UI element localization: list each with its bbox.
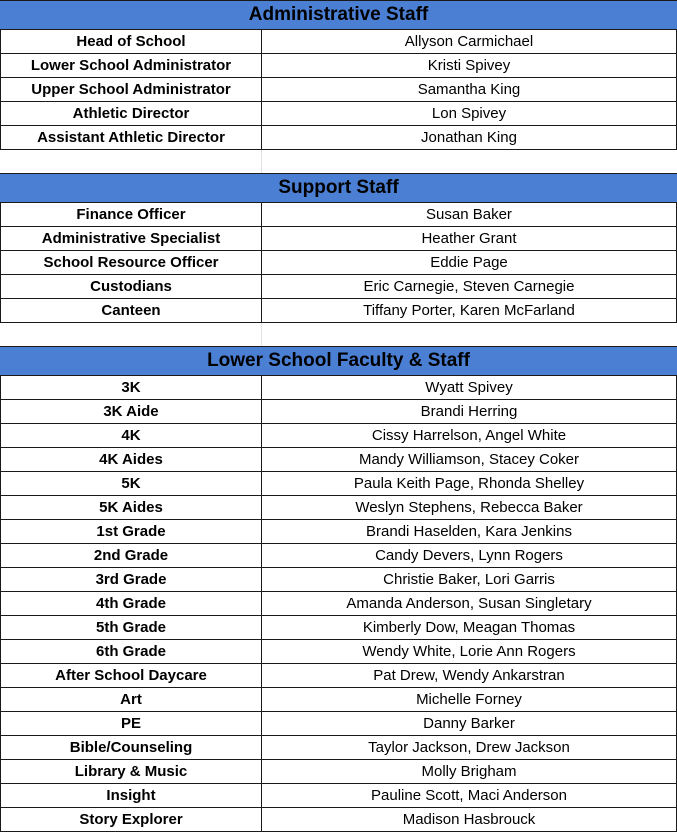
role-cell[interactable]: Finance Officer [0,203,262,226]
table-row [0,664,677,688]
name-cell[interactable]: Michelle Forney [262,688,677,711]
name-cell[interactable]: Danny Barker [262,712,677,735]
name-cell[interactable]: Paula Keith Page, Rhonda Shelley [262,472,677,495]
role-cell[interactable]: School Resource Officer [0,251,262,274]
table-row [0,251,677,275]
role-cell[interactable]: Lower School Administrator [0,54,262,77]
role-cell[interactable]: Administrative Specialist [0,227,262,250]
name-cell[interactable]: Pauline Scott, Maci Anderson [262,784,677,807]
role-cell[interactable]: 2nd Grade [0,544,262,567]
name-cell[interactable]: Allyson Carmichael [262,30,677,53]
role-cell[interactable]: Insight [0,784,262,807]
table-row [0,568,677,592]
name-cell[interactable]: Candy Devers, Lynn Rogers [262,544,677,567]
table-row [0,227,677,251]
role-cell[interactable]: PE [0,712,262,735]
role-cell[interactable]: 5K Aides [0,496,262,519]
name-cell[interactable]: Mandy Williamson, Stacey Coker [262,448,677,471]
role-cell[interactable]: 5K [0,472,262,495]
table-row [0,808,677,832]
name-cell[interactable]: Taylor Jackson, Drew Jackson [262,736,677,759]
role-cell[interactable]: Athletic Director [0,102,262,125]
role-cell[interactable]: 3K Aide [0,400,262,423]
table-row [0,400,677,424]
table-row [0,712,677,736]
table-row [0,203,677,227]
section-header: Lower School Faculty & Staff [0,346,677,376]
section-header: Administrative Staff [0,0,677,30]
table-row [0,640,677,664]
role-cell[interactable]: Head of School [0,30,262,53]
name-cell[interactable]: Molly Brigham [262,760,677,783]
table-row [0,784,677,808]
role-cell[interactable]: Library & Music [0,760,262,783]
role-cell[interactable]: Assistant Athletic Director [0,126,262,149]
name-cell[interactable]: Cissy Harrelson, Angel White [262,424,677,447]
name-cell[interactable]: Eddie Page [262,251,677,274]
name-cell[interactable]: Kimberly Dow, Meagan Thomas [262,616,677,639]
name-cell[interactable]: Christie Baker, Lori Garris [262,568,677,591]
role-cell[interactable]: After School Daycare [0,664,262,687]
table-row [0,299,677,323]
role-cell[interactable]: Custodians [0,275,262,298]
role-cell[interactable]: Story Explorer [0,808,262,831]
role-cell[interactable]: Canteen [0,299,262,322]
role-cell[interactable]: 5th Grade [0,616,262,639]
section-spacer [0,323,677,346]
table-row [0,376,677,400]
name-cell[interactable]: Brandi Haselden, Kara Jenkins [262,520,677,543]
name-cell[interactable]: Amanda Anderson, Susan Singletary [262,592,677,615]
name-cell[interactable]: Eric Carnegie, Steven Carnegie [262,275,677,298]
table-row [0,496,677,520]
table-row [0,448,677,472]
table-row [0,544,677,568]
name-cell[interactable]: Madison Hasbrouck [262,808,677,831]
role-cell[interactable]: 4th Grade [0,592,262,615]
table-row [0,126,677,150]
role-cell[interactable]: 3rd Grade [0,568,262,591]
name-cell[interactable]: Lon Spivey [262,102,677,125]
table-row [0,78,677,102]
role-cell[interactable]: 1st Grade [0,520,262,543]
table-row [0,592,677,616]
table-row [0,688,677,712]
role-cell[interactable]: 4K Aides [0,448,262,471]
name-cell[interactable]: Susan Baker [262,203,677,226]
section-header: Support Staff [0,173,677,203]
table-row [0,472,677,496]
name-cell[interactable]: Kristi Spivey [262,54,677,77]
section-spacer [0,150,677,173]
table-row [0,102,677,126]
name-cell[interactable]: Samantha King [262,78,677,101]
name-cell[interactable]: Pat Drew, Wendy Ankarstran [262,664,677,687]
table-row [0,760,677,784]
name-cell[interactable]: Tiffany Porter, Karen McFarland [262,299,677,322]
table-row [0,616,677,640]
role-cell[interactable]: 4K [0,424,262,447]
role-cell[interactable]: 3K [0,376,262,399]
table-row [0,736,677,760]
role-cell[interactable]: Upper School Administrator [0,78,262,101]
table-row [0,275,677,299]
role-cell[interactable]: Art [0,688,262,711]
table-row [0,54,677,78]
name-cell[interactable]: Heather Grant [262,227,677,250]
name-cell[interactable]: Weslyn Stephens, Rebecca Baker [262,496,677,519]
table-row [0,30,677,54]
role-cell[interactable]: 6th Grade [0,640,262,663]
table-row [0,520,677,544]
name-cell[interactable]: Brandi Herring [262,400,677,423]
role-cell[interactable]: Bible/Counseling [0,736,262,759]
name-cell[interactable]: Wyatt Spivey [262,376,677,399]
name-cell[interactable]: Jonathan King [262,126,677,149]
name-cell[interactable]: Wendy White, Lorie Ann Rogers [262,640,677,663]
table-row [0,424,677,448]
